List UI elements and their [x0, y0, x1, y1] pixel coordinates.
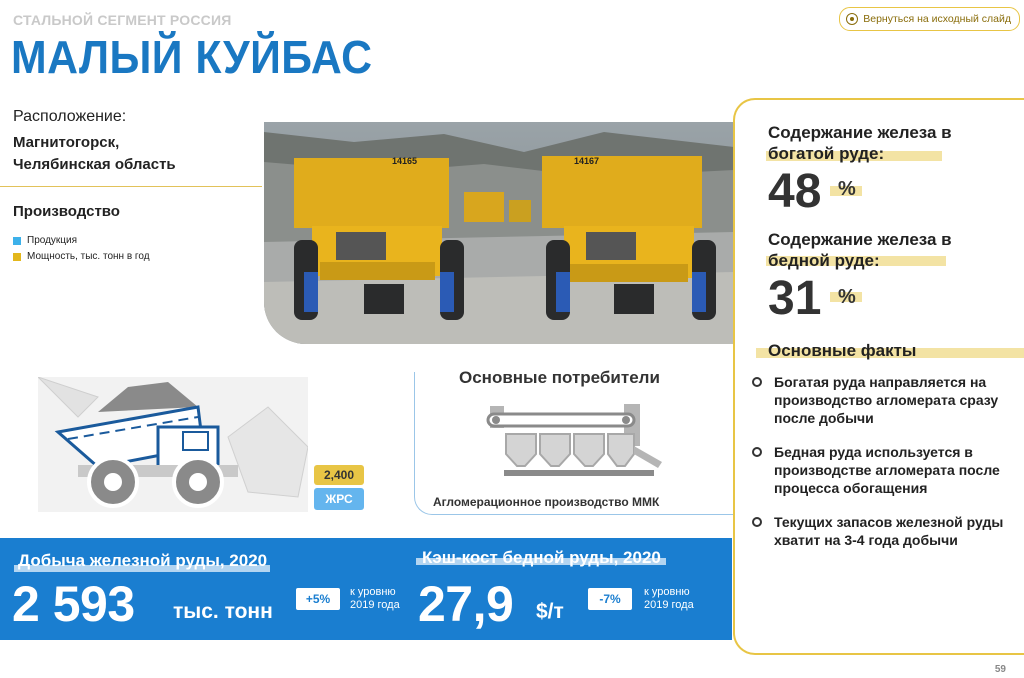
- rich-ore-line1: Содержание железа в: [768, 123, 952, 142]
- consumers-subtitle: Агломерационное производство ММК: [433, 495, 660, 509]
- legend-item-product: [13, 235, 77, 246]
- product-badge: ЖРС: [314, 488, 364, 510]
- poor-ore-unit: %: [838, 286, 856, 308]
- cashcost-compare: [644, 586, 694, 612]
- dump-truck-illustration: [38, 377, 308, 512]
- cashcost-change-badge: -7%: [588, 588, 632, 610]
- mining-compare: [350, 586, 400, 612]
- cashcost-compare-line1: к уровню: [644, 586, 690, 598]
- fact-item: [752, 373, 1020, 427]
- mining-change-badge: +5%: [296, 588, 340, 610]
- rich-ore-line2: богатой руде:: [768, 144, 885, 163]
- mining-compare-line2: 2019 года: [350, 599, 400, 611]
- location-label: Расположение:: [13, 108, 127, 125]
- cashcost-compare-line2: 2019 года: [644, 599, 694, 611]
- location-value: [13, 132, 176, 176]
- back-to-source-slide-button[interactable]: [839, 7, 1020, 31]
- bullet-circle-icon: [752, 377, 762, 387]
- production-title: Производство: [13, 203, 120, 220]
- cashcost-heading: Кэш-кост бедной руды, 2020: [422, 548, 661, 567]
- legend-swatch-capacity: [13, 253, 21, 261]
- rich-ore-unit: %: [838, 178, 856, 200]
- legend-item-capacity: [13, 251, 150, 262]
- mining-heading: Добыча железной руды, 2020: [18, 551, 268, 570]
- key-metrics-bar: [0, 538, 732, 640]
- consumers-title: Основные потребители: [459, 368, 660, 387]
- facts-title: Основные факты: [768, 341, 917, 360]
- mine-trucks-photo: [264, 122, 734, 344]
- section-label: СТАЛЬНОЙ СЕГМЕНТ РОССИЯ: [13, 12, 232, 28]
- poor-ore-heading: [768, 229, 952, 271]
- page-title: МАЛЫЙ КУЙБАС: [11, 31, 373, 83]
- cashcost-unit: $/т: [536, 600, 564, 623]
- mining-unit: тыс. тонн: [173, 600, 273, 623]
- fact-item: [752, 443, 1020, 497]
- facts-list: [752, 373, 1020, 565]
- legend-label-capacity: Мощность, тыс. тонн в год: [27, 251, 150, 262]
- sinter-plant-icon: [484, 396, 664, 478]
- fact-text: Богатая руда направляется на производство агломерата сразу после добычи: [774, 374, 999, 426]
- mining-value: 2 593: [12, 576, 135, 632]
- divider: [0, 186, 262, 187]
- truck2-number: 14167: [574, 156, 600, 166]
- poor-ore-value: 31: [768, 272, 822, 325]
- fact-text: Бедная руда используется в производстве агломерата после процесса обогащения: [774, 444, 1000, 496]
- rich-ore-value: 48: [768, 165, 822, 218]
- page-number: 59: [994, 664, 1006, 675]
- capacity-badge: 2,400: [314, 465, 364, 485]
- back-button-label: Вернуться на исходный слайд: [863, 13, 1011, 25]
- fact-text: Текущих запасов железной руды хватит на 3-4 года добычи: [774, 514, 1004, 548]
- rich-ore-heading: [768, 122, 952, 164]
- bullet-circle-icon: [752, 447, 762, 457]
- legend-swatch-product: [13, 237, 21, 245]
- fact-item: [752, 513, 1020, 549]
- location-city: Магнитогорск,: [13, 134, 120, 151]
- poor-ore-line1: Содержание железа в: [768, 230, 952, 249]
- cashcost-value: 27,9: [418, 576, 514, 632]
- truck1-number: 14165: [392, 156, 418, 166]
- back-circle-icon: [846, 13, 858, 25]
- bullet-circle-icon: [752, 517, 762, 527]
- location-region: Челябинская область: [13, 156, 176, 173]
- legend-label-product: Продукция: [27, 235, 78, 246]
- mining-compare-line1: к уровню: [350, 586, 396, 598]
- poor-ore-line2: бедной руде:: [768, 251, 880, 270]
